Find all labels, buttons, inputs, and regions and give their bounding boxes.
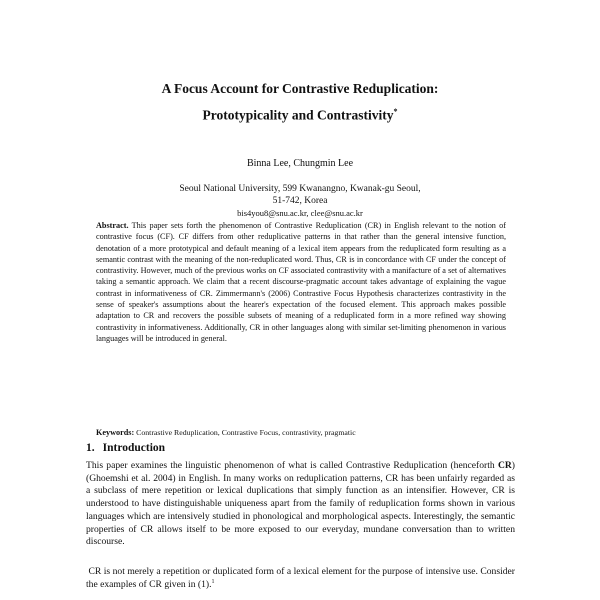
paper-title-text: Prototypicality and Contrastivity [202, 107, 394, 123]
section-title: Introduction [102, 442, 166, 454]
paper-title-line-2 [0, 101, 600, 127]
footnote-ref-1[interactable]: 1 [211, 578, 215, 585]
intro-p1-part-a: This paper examines the linguistic phenomenon of what is called Contrastive Reduplication (henceforth [86, 460, 498, 471]
keywords-text: Contrastive Reduplication, Contrastive Focus, contrastivity, pragmatic [136, 428, 356, 437]
paper-title-line-1: A Focus Account for Contrastive Reduplication: [161, 81, 439, 96]
title-footnote-mark: * [393, 107, 398, 116]
intro-p1-cr-bold: CR [497, 460, 512, 471]
abstract-text: This paper sets forth the phenomenon of Contrastive Reduplication (CR) in English relevant to the notion of contrastive focus (CF). CF differs from other reduplicative patterns in that rather than the general intensive function, denotation of a more prototypical and default meaning of a lexical item appears from the reduplicated form resulting as a semantic contrast with the meaning of the non-reduplicated word. Thus, CR is in concordance with CF under the concept of contrastivity. However, much of the previous works on CF associated contrastivity with a manifacture of a set of alternatives taking a semantic approach. We claim that a recent discourse-pragmatic account takes advantage of explaining the vague contrast in informativeness of CR. Zimmermann's (2006) Contrastive Focus Hypothesis characterizes contrastivity in the sense of speaker's assumptions about the hearer's expectation of the focused element. This approach makes possible adaptation to CR and recovers the possible subsets of meaning of a reduplicated form in a more refined way showing contrastivity in informativeness. Additionally, CR in other languages along with similar set-limiting phenomenon in various languages will be introduced in general. [96, 221, 506, 343]
intro-p1-part-b: ) (Ghoemshi et al. 2004) in English. In many works on reduplication patterns, CR has been unfairly regarded as a subclass of mere repetition or lexical duplications that simply function as an intensifier. However, CR is understood to have distinguishable uniqueness apart from the family of reduplication forms shown in various languages which are intensively studied in phonological and morphological aspects. Interestingly, the semantic properties of CR allows itself to be more exposed to our everyday, mundane conversation than to written discourse. [86, 460, 515, 548]
author-emails: bis4you8@snu.ac.kr, clee@snu.ac.kr [237, 208, 363, 218]
abstract [96, 220, 506, 344]
keywords [96, 427, 506, 438]
abstract-label: Abstract. [96, 221, 129, 230]
authors: Binna Lee, Chungmin Lee [246, 158, 354, 169]
section-heading-introduction [86, 441, 165, 455]
intro-paragraph-1 [86, 460, 515, 549]
intro-p2-text: CR is not merely a repetition or duplicated form of a lexical element for the purpose of intensive use. Consider the examples of CR given in (1). [86, 566, 515, 590]
section-number: 1. [86, 442, 95, 454]
intro-paragraph-2 [86, 566, 515, 591]
affiliation-line-1: Seoul National University, 599 Kwanangno, Kwanak-gu Seoul, [179, 184, 421, 194]
keywords-label: Keywords: [96, 428, 135, 437]
affiliation-line-2: 51-742, Korea [272, 196, 328, 206]
